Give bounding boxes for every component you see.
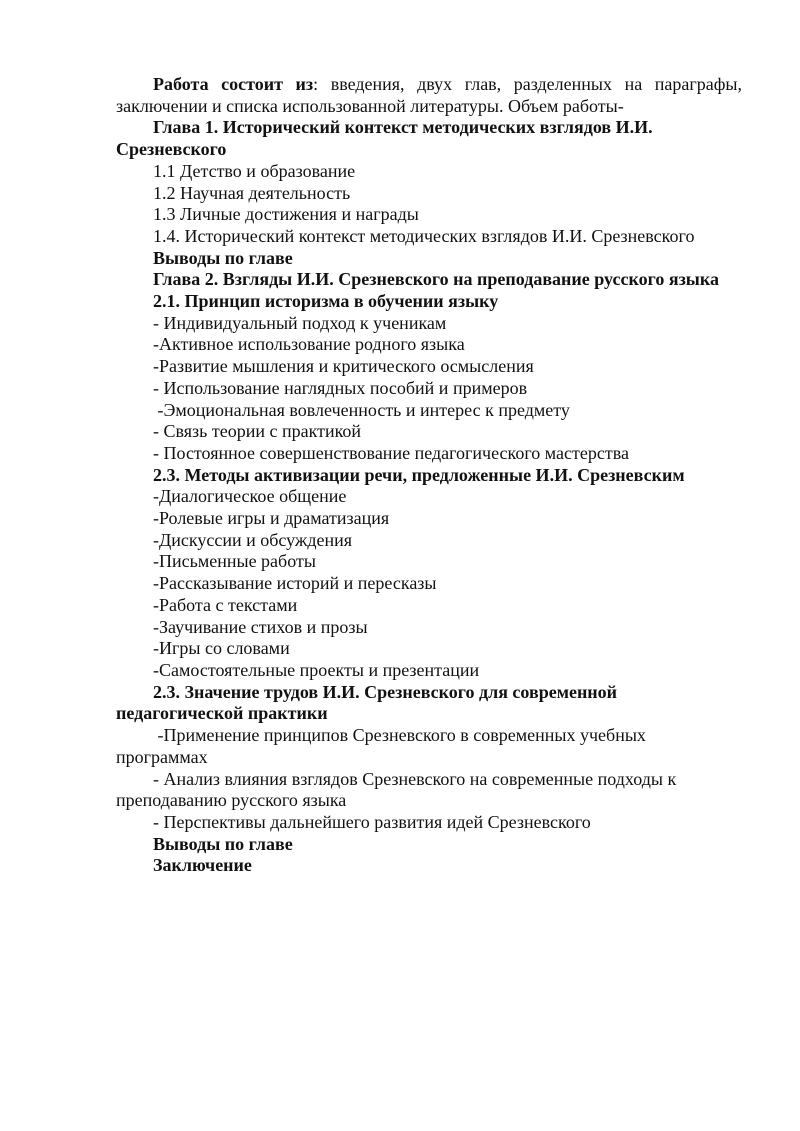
chapter1-conclusion: Выводы по главе (153, 247, 293, 268)
section-2-3-significance-item: - Анализ влияния взглядов Срезневского на современные подходы к преподаванию русского языка (116, 768, 677, 811)
section-2-3-methods-item: -Диалогическое общение (153, 486, 347, 507)
section-2-3-methods-item: -Работа с текстами (153, 594, 298, 615)
chapter1-item: 1.4. Исторический контекст методических взглядов И.И. Срезневского (153, 225, 695, 246)
section-2-3-methods-item: -Дискуссии и обсуждения (153, 529, 353, 550)
section-2-1-item: - Связь теории с практикой (153, 421, 362, 442)
final-conclusion: Заключение (153, 855, 252, 876)
section-2-3-methods-item: -Игры со словами (153, 638, 290, 659)
chapter1-heading: Глава 1. Исторический контекст методических взглядов И.И. Срезневского (116, 117, 653, 160)
section-2-1-item: -Эмоциональная вовлеченность и интерес к предмету (153, 399, 570, 420)
section-2-1-item: -Активное использование родного языка (153, 334, 465, 355)
section-2-3-significance-item: -Применение принципов Срезневского в современных учебных программах (116, 725, 651, 767)
chapter1-item: 1.3 Личные достижения и награды (153, 204, 419, 225)
section-2-1-heading: 2.1. Принцип историзма в обучении языку (153, 291, 499, 312)
section-2-3-methods-item: -Заучивание стихов и прозы (153, 616, 368, 637)
section-2-1-item: - Индивидуальный подход к ученикам (153, 312, 447, 333)
chapter2-conclusion: Выводы по главе (153, 833, 293, 854)
section-2-1-item: - Постоянное совершенствование педагогического мастерства (153, 442, 629, 463)
document-page (116, 74, 742, 877)
chapter1-item: 1.1 Детство и образование (153, 160, 356, 181)
intro-lead: Работа состоит из (153, 74, 314, 94)
section-2-1-item: - Использование наглядных пособий и примеров (153, 377, 528, 398)
chapter1-item: 1.2 Научная деятельность (153, 182, 351, 203)
section-2-3-methods-item: -Рассказывание историй и пересказы (153, 573, 437, 594)
section-2-3-methods-item: -Письменные работы (153, 551, 316, 572)
intro-paragraph (116, 74, 742, 117)
section-2-3-methods-heading: 2.3. Методы активизации речи, предложенные И.И. Срезневским (153, 464, 685, 485)
section-2-3-methods-item: -Самостоятельные проекты и презентации (153, 659, 480, 680)
section-2-3-significance-heading: 2.3. Значение трудов И.И. Срезневского для современной педагогической практики (116, 681, 618, 724)
section-2-1-item: -Развитие мышления и критического осмысления (153, 356, 534, 377)
chapter2-heading: Глава 2. Взгляды И.И. Срезневского на преподавание русского языка (153, 269, 719, 290)
section-2-3-methods-item: -Ролевые игры и драматизация (153, 508, 390, 529)
section-2-3-significance-item: - Перспективы дальнейшего развития идей Срезневского (153, 811, 591, 832)
intro-text: : введения, двух глав, разделенных на параграфы, заключении и списка использованной литературы. Объем работы- (116, 74, 743, 116)
